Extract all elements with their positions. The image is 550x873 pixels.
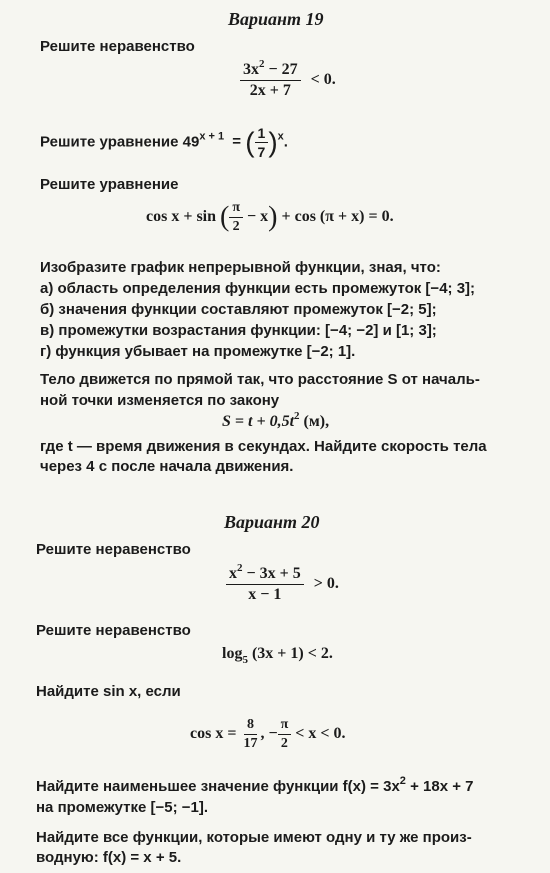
v20-task1-text: Решите неравенство (36, 541, 191, 558)
v19-task5-line1: Тело движется по прямой так, что расстояние S от началь- (40, 371, 480, 388)
v20-task1-formula: $\frac{x^2 - 3x + 5}{x - 1}$ > 0. (226, 565, 339, 604)
v20-task2-text: Решите неравенство (36, 622, 191, 639)
v20-task2-formula: $\log_5 (3x + 1) < 2$. (222, 645, 333, 666)
v20-task4-line2: на промежутке [−5; −1]. (36, 799, 209, 816)
v19-task5-line2: ной точки изменяется по закону (40, 392, 280, 409)
variant-20-title: Вариант 20 (224, 512, 320, 532)
v19-task5-line4: через 4 с после начала движения. (40, 458, 294, 475)
variant-19-title: Вариант 19 (228, 9, 324, 29)
v19-task4-line: в) промежутки возрастания функции: [−4; −2] и [1; 3]; (40, 322, 437, 339)
v19-task5-formula: $S = t + 0,5t^2$ (м), (222, 410, 330, 430)
v19-task4-text (40, 257, 475, 362)
v19-task1-text: Решите неравенство (40, 38, 195, 55)
v19-task5-line3: где t — время движения в секундах. Найдите скорость тела (40, 438, 487, 455)
v19-task2-text: Решите уравнение $49^{x + 1}$ = ( $\frac{1}{7}$ )$^x$. (40, 125, 288, 160)
v20-task5-line2: водную: f(x) = x + 5. (36, 849, 182, 866)
v19-task1-formula: $\frac{3x^2 - 27}{2x + 7}$ < 0. (240, 61, 336, 100)
v20-task3-formula: cos x = $\frac{8}{17}$ , − $\frac{\pi}{2}$ < x < 0. (190, 717, 346, 751)
v20-task5-line1: Найдите все функции, которые имеют одну и ту же произ- (36, 829, 472, 846)
v19-task3-formula: cos x + sin ( $\frac{\pi}{2}$ − x) + cos (π + x) = 0. (146, 200, 394, 234)
v19-task4-line: г) функция убывает на промежутке [−2; 1]. (40, 343, 356, 360)
v19-task4-line: Изобразите график непрерывной функции, зная, что: (40, 259, 441, 276)
v19-task4-line: б) значения функции составляют промежуток [−2; 5]; (40, 301, 437, 318)
v20-task3-text: Найдите sin x, если (36, 683, 181, 700)
v20-task4-line1: Найдите наименьшее значение функции $f(x) = 3x^2 + 18x + 7$ (36, 775, 474, 795)
v19-task3-text: Решите уравнение (40, 176, 179, 193)
v19-task4-line: а) область определения функции есть промежуток [−4; 3]; (40, 280, 476, 297)
